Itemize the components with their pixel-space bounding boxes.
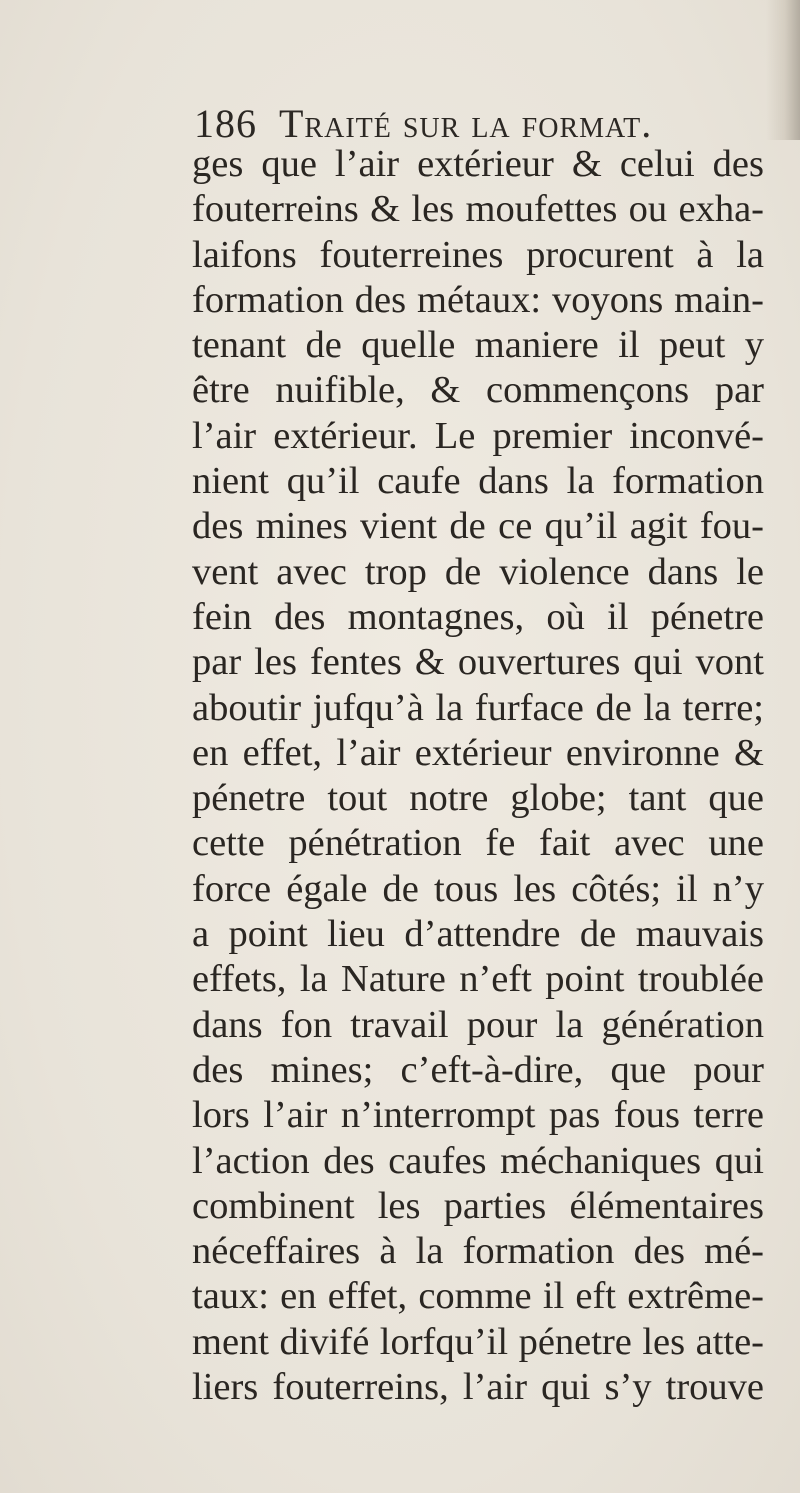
body-text xyxy=(192,142,764,1410)
text-line: force égale de tous les côtés; il n’y xyxy=(192,867,764,910)
text-line: liers fouterreins, l’air qui s’y trouve xyxy=(192,1366,764,1409)
text-line: aboutir jufqu’à la furface de la terre; xyxy=(192,686,764,729)
text-line: des mines; c’eft-à-dire, que pour xyxy=(192,1048,764,1091)
text-line: des mines vient de ce qu’il agit fou- xyxy=(192,505,764,548)
text-line: nient qu’il caufe dans la formation xyxy=(192,460,764,503)
page-edge-shadow xyxy=(766,0,800,140)
text-line: fouterreins & les moufettes ou exha- xyxy=(192,188,764,231)
text-line: laifons fouterreines procurent à la xyxy=(192,233,764,276)
text-line: lors l’air n’interrompt pas fous terre xyxy=(192,1094,764,1137)
text-line: a point lieu d’attendre de mauvais xyxy=(192,913,764,956)
text-line: l’action des caufes méchaniques qui xyxy=(192,1139,764,1182)
text-line: par les fentes & ouvertures qui vont xyxy=(192,641,764,684)
text-line: effets, la Nature n’eft point troublée xyxy=(192,958,764,1001)
text-line: dans fon travail pour la génération xyxy=(192,1003,764,1046)
text-line: fein des montagnes, où il pénetre xyxy=(192,595,764,638)
text-line: cette pénétration fe fait avec une xyxy=(192,822,764,865)
running-title: Traité sur la format. xyxy=(279,101,653,146)
text-line: l’air extérieur. Le premier inconvé- xyxy=(192,414,764,457)
text-line: pénetre tout notre globe; tant que xyxy=(192,777,764,820)
text-line: combinent les parties élémentaires xyxy=(192,1184,764,1227)
text-line: être nuifible, & commençons par xyxy=(192,369,764,412)
text-line: tenant de quelle maniere il peut y xyxy=(192,324,764,367)
page-number: 186 xyxy=(194,101,257,146)
text-line: vent avec trop de violence dans le xyxy=(192,550,764,593)
text-line: formation des métaux: voyons main- xyxy=(192,278,764,321)
text-line: néceffaires à la formation des mé- xyxy=(192,1230,764,1273)
text-line: en effet, l’air extérieur environne & xyxy=(192,731,764,774)
text-line: taux: en effet, comme il eft extrême- xyxy=(192,1275,764,1318)
text-line: ges que l’air extérieur & celui des xyxy=(192,143,764,185)
text-line: ment divifé lorfqu’il pénetre les atte- xyxy=(192,1320,764,1363)
